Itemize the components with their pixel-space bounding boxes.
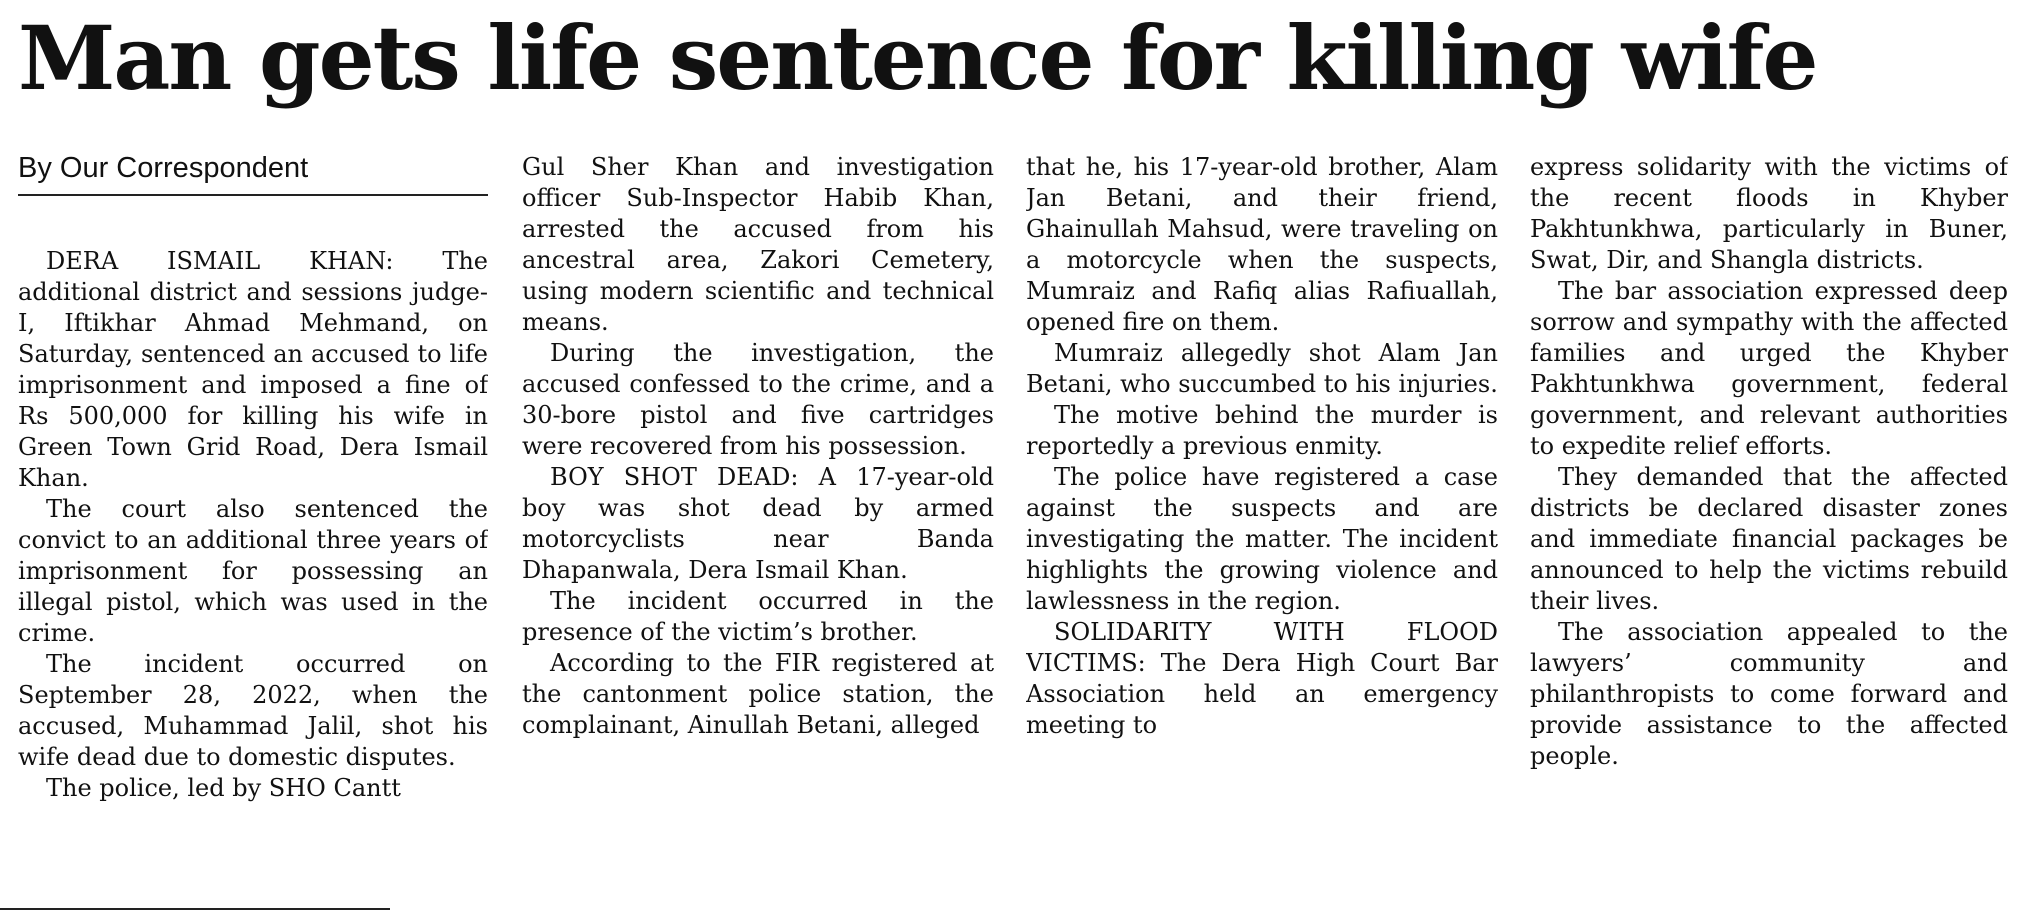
paragraph: They demanded that the affected districts be declared disaster zones and immediate financial packages be announced to help the victims rebuild their lives. bbox=[1530, 463, 2008, 615]
paragraph: SOLIDARITY WITH FLOOD VICTIMS: The Dera High Court Bar Association held an emergency meeting to bbox=[1026, 618, 1498, 739]
paragraph: Mumraiz allegedly shot Alam Jan Betani, who succumbed to his injuries. bbox=[1026, 339, 1498, 398]
paragraph: The motive behind the murder is reportedly a previous enmity. bbox=[1026, 401, 1498, 460]
article-column-2 bbox=[522, 152, 994, 910]
paragraph: The incident occurred on September 28, 2022, when the accused, Muhammad Jalil, shot his wife dead due to domestic disputes. bbox=[18, 650, 488, 771]
paragraph: The bar association expressed deep sorrow and sympathy with the affected families and urged the Khyber Pakhtunkhwa government, federal government, and relevant authorities to expedite relief efforts. bbox=[1530, 277, 2008, 460]
paragraph: that he, his 17-year-old brother, Alam Jan Betani, and their friend, Ghainullah Mahsud, were traveling on a motorcycle when the suspects, Mumraiz and Rafiq alias Rafiuallah, opened fire on them. bbox=[1026, 153, 1498, 336]
bottom-rule bbox=[0, 908, 390, 910]
paragraph: The police have registered a case against the suspects and are investigating the matter. The incident highlights the growing violence and lawlessness in the region. bbox=[1026, 463, 1498, 615]
article-column-4 bbox=[1530, 152, 2008, 910]
paragraph: express solidarity with the victims of the recent floods in Khyber Pakhtunkhwa, particularly in Buner, Swat, Dir, and Shangla districts. bbox=[1530, 153, 2008, 274]
paragraph: The court also sentenced the convict to an additional three years of imprisonment for possessing an illegal pistol, which was used in the crime. bbox=[18, 495, 488, 647]
paragraph: During the investigation, the accused confessed to the crime, and a 30-bore pistol and five cartridges were recovered from his possession. bbox=[522, 339, 994, 460]
article-column-1 bbox=[18, 246, 488, 910]
article-column-3 bbox=[1026, 152, 1498, 910]
paragraph: DERA ISMAIL KHAN: The additional district and sessions judge-I, Iftikhar Ahmad Mehmand, on Saturday, sentenced an accused to life imprisonment and imposed a fine of Rs 500,000 for killing his wife in Green Town Grid Road, Dera Ismail Khan. bbox=[18, 247, 488, 492]
paragraph: The police, led by SHO Cantt bbox=[46, 774, 401, 802]
paragraph: BOY SHOT DEAD: A 17-year-old boy was shot dead by armed motorcyclists near Banda Dhapanwala, Dera Ismail Khan. bbox=[522, 463, 994, 584]
headline: Man gets life sentence for killing wife bbox=[18, 6, 1817, 110]
paragraph: The incident occurred in the presence of the victim’s brother. bbox=[522, 587, 994, 646]
byline: By Our Correspondent bbox=[18, 150, 488, 196]
paragraph: According to the FIR registered at the cantonment police station, the complainant, Ainullah Betani, alleged bbox=[522, 649, 994, 739]
paragraph: Gul Sher Khan and investigation officer Sub-Inspector Habib Khan, arrested the accused from his ancestral area, Zakori Cemetery, using modern scientific and technical means. bbox=[522, 153, 994, 336]
paragraph: The association appealed to the lawyers’ community and philanthropists to come forward and provide assistance to the affected people. bbox=[1530, 618, 2008, 770]
